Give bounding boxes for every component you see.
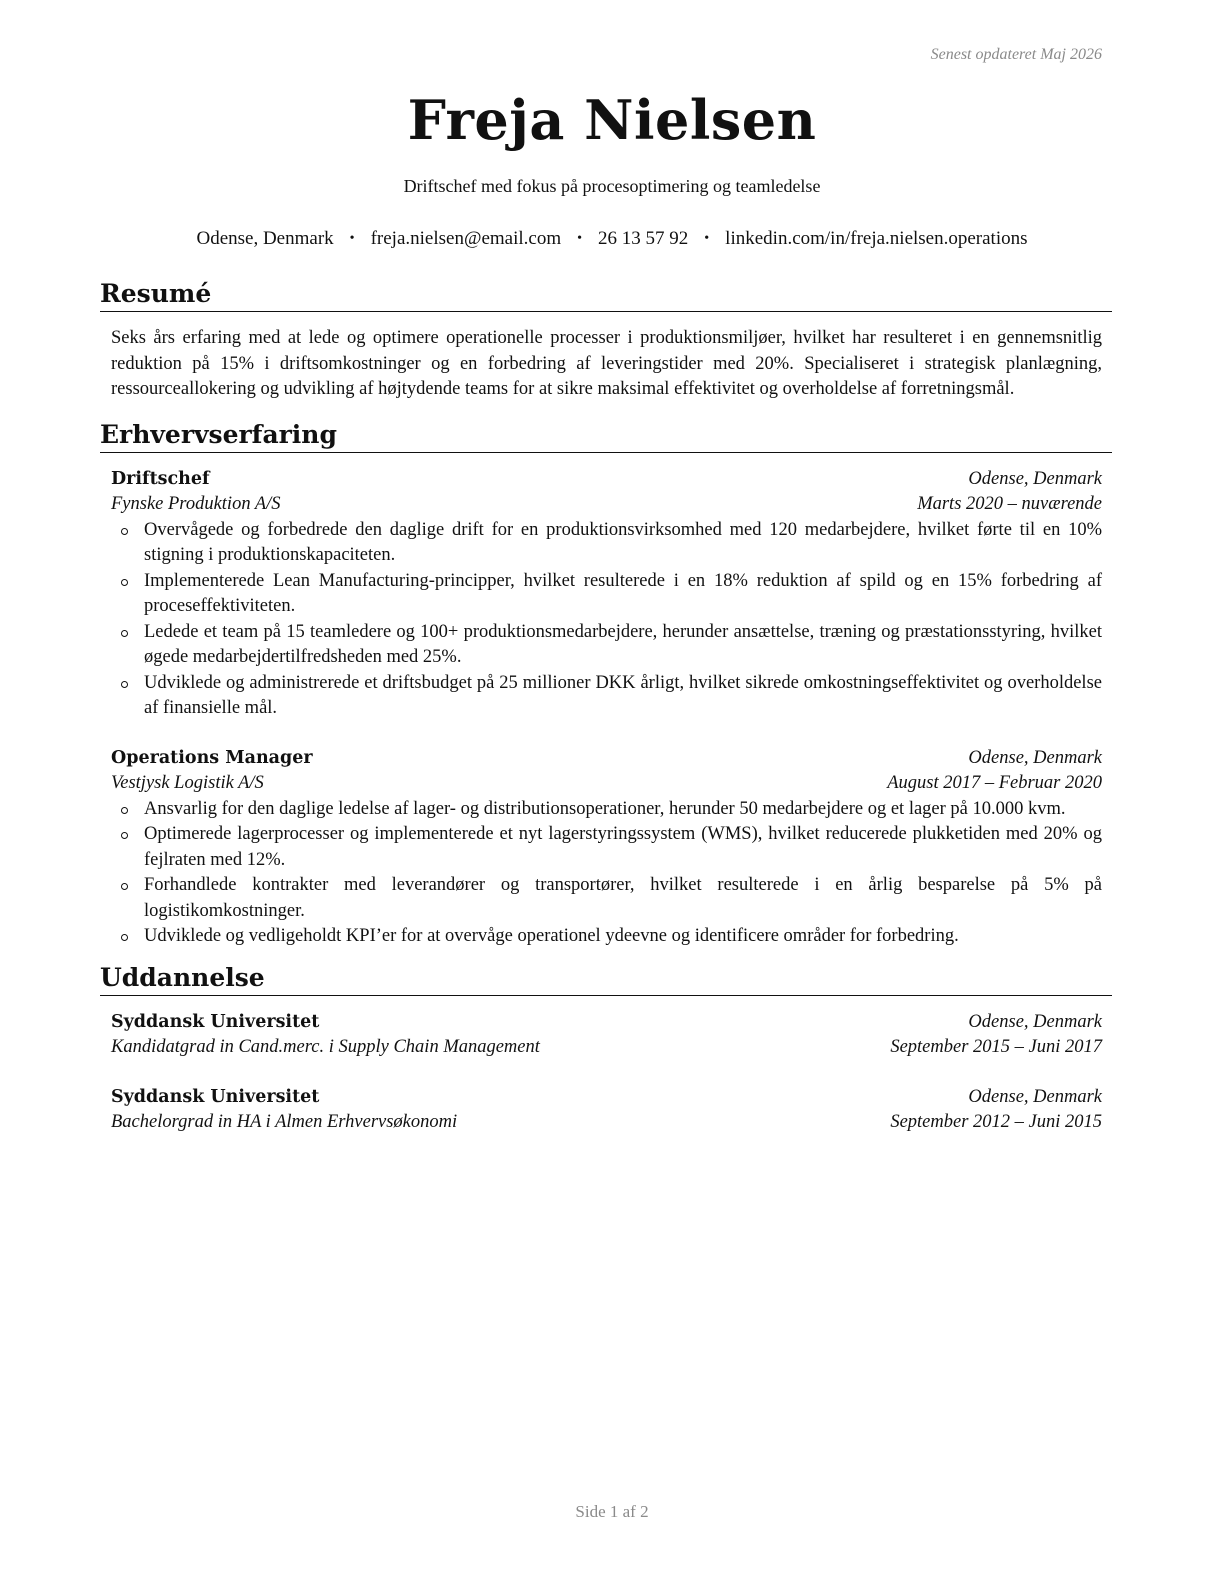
resume-body: [100, 278, 1112, 1136]
circle-bullet-icon: [121, 528, 128, 535]
contact-phone: 26 13 57 92: [598, 228, 689, 249]
list-item: [111, 620, 1102, 671]
bullet-text: Udviklede og administrerede et driftsbudget på 25 millioner DKK årligt, hvilket sikrede omkostningseffektivitet og overholdelse af finansielle mål.: [144, 672, 1102, 718]
summary-text: Seks års erfaring med at lede og optimere operationelle processer i produktionsmiljøer, hvilket har resulteret i en gennemsnitlig reduktion på 15% i driftsomkostninger og en forbedring af leveringstider med 20%. Specialiseret i strategisk planlægning, ressourceallokering og udvikling af højtydende teams for at sikre maksimal effektivitet og overholdelse af forretningsmål.: [111, 328, 1102, 399]
contact-email[interactable]: freja.nielsen@email.com: [370, 228, 562, 249]
job-bullets: [111, 518, 1102, 722]
list-item: [111, 797, 1102, 823]
job-company: Fynske Produktion A/S: [111, 494, 281, 514]
bullet-text: Ansvarlig for den daglige ledelse af lager- og distributionsoperationer, herunder 50 medarbejdere og et lager på 10.000 kvm.: [144, 798, 1066, 819]
education-dates: September 2012 – Juni 2015: [890, 1112, 1102, 1132]
education-entry: [111, 1010, 1102, 1061]
circle-bullet-icon: [121, 934, 128, 941]
job-company: Vestjysk Logistik A/S: [111, 773, 264, 793]
section-title-education: Uddannelse: [100, 962, 1112, 996]
job-role: Operations Manager: [111, 747, 313, 768]
bullet-text: Udviklede og vedligeholdt KPI’er for at overvåge operationel ydeevne og identificere områder for forbedring.: [144, 926, 959, 946]
circle-bullet-icon: [121, 832, 128, 839]
list-item: [111, 924, 1102, 950]
education-degree: Bachelorgrad in HA i Almen Erhvervsøkonomi: [111, 1112, 458, 1132]
contact-line: [0, 228, 1224, 250]
circle-bullet-icon: [121, 579, 128, 586]
contact-separator: •: [349, 231, 355, 246]
section-title-experience: Erhvervserfaring: [100, 419, 1112, 453]
tagline: Driftschef med fokus på procesoptimering og teamledelse: [403, 176, 821, 196]
circle-bullet-icon: [121, 807, 128, 814]
candidate-name: Freja Nielsen: [407, 88, 817, 152]
page-number: Side 1 af 2: [575, 1502, 649, 1521]
bullet-text: Implementerede Lean Manufacturing-principper, hvilket resulterede i en 18% reduktion af spild og en 15% forbedring af proceseffektiviteten.: [144, 570, 1102, 616]
education-dates: September 2015 – Juni 2017: [890, 1037, 1102, 1057]
list-item: [111, 822, 1102, 873]
circle-bullet-icon: [121, 681, 128, 688]
job-role: Driftschef: [111, 468, 210, 489]
list-item: [111, 671, 1102, 722]
job-dates: Marts 2020 – nuværende: [917, 494, 1102, 514]
bullet-text: Overvågede og forbedrede den daglige drift for en produktionsvirksomhed med 120 medarbejdere, hvilket førte til en 10% stigning i produktionskapaciteten.: [144, 519, 1102, 565]
job-entry: [111, 467, 1102, 722]
list-item: [111, 569, 1102, 620]
education-school: Syddansk Universitet: [111, 1011, 320, 1032]
education-location: Odense, Denmark: [968, 1011, 1102, 1032]
contact-separator: •: [704, 231, 710, 246]
list-item: [111, 873, 1102, 924]
list-item: [111, 518, 1102, 569]
section-title-summary: Resumé: [100, 278, 1112, 312]
job-location: Odense, Denmark: [968, 468, 1102, 489]
bullet-text: Forhandlede kontrakter med leverandører og transportører, hvilket resulterede i en årlig besparelse på 5% på logistikomkostninger.: [144, 875, 1102, 921]
job-entry: [111, 746, 1102, 950]
education-school: Syddansk Universitet: [111, 1086, 320, 1107]
contact-separator: •: [577, 231, 583, 246]
job-dates: August 2017 – Februar 2020: [887, 773, 1102, 793]
bullet-text: Ledede et team på 15 teamledere og 100+ produktionsmedarbejdere, herunder ansættelse, træning og præstationsstyring, hvilket øgede medarbejdertilfredsheden med 25%.: [144, 621, 1102, 667]
circle-bullet-icon: [121, 630, 128, 637]
job-location: Odense, Denmark: [968, 747, 1102, 768]
contact-linkedin[interactable]: linkedin.com/in/freja.nielsen.operations: [725, 228, 1028, 249]
education-entry: [111, 1085, 1102, 1136]
contact-location: Odense, Denmark: [196, 228, 334, 249]
education-location: Odense, Denmark: [968, 1086, 1102, 1107]
circle-bullet-icon: [121, 883, 128, 890]
education-degree: Kandidatgrad in Cand.merc. i Supply Chain Management: [111, 1037, 540, 1057]
last-updated-note: Senest opdateret Maj 2026: [930, 46, 1102, 63]
job-bullets: [111, 797, 1102, 950]
bullet-text: Optimerede lagerprocesser og implementerede et nyt lagerstyringssystem (WMS), hvilket reducerede plukketiden med 20% og fejlraten med 12%.: [144, 824, 1102, 870]
